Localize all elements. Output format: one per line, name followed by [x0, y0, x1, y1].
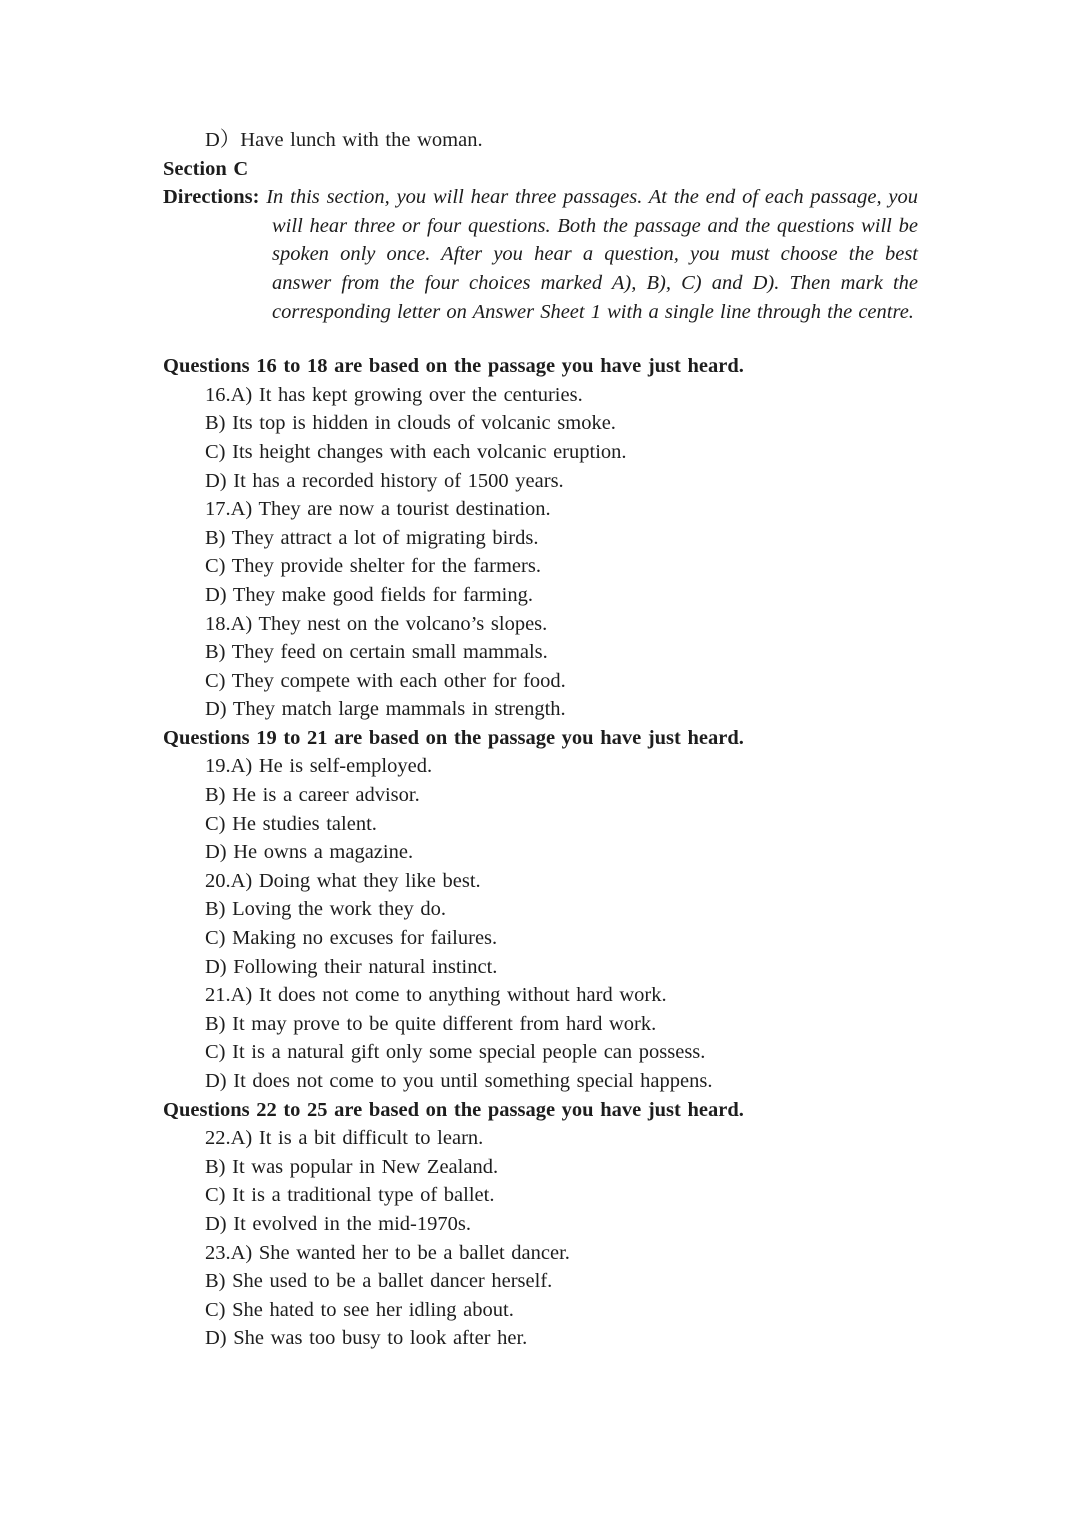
- option-line: 16.A) It has kept growing over the centuries.: [205, 383, 583, 406]
- directions-label: Directions:: [163, 186, 260, 209]
- option-line: D) He owns a magazine.: [205, 841, 414, 864]
- question-group: [0, 352, 1080, 724]
- option-line: C) He studies talent.: [205, 812, 377, 835]
- option-line: D) She was too busy to look after her.: [205, 1327, 528, 1350]
- option-line: C) They provide shelter for the farmers.: [205, 555, 541, 578]
- section-heading: Section C: [163, 157, 249, 180]
- option-line: 17.A) They are now a tourist destination.: [205, 498, 551, 521]
- question-group-heading: Questions 22 to 25 are based on the passage you have just heard.: [163, 1098, 744, 1121]
- option-line: D) Following their natural instinct.: [205, 955, 498, 978]
- option-line: C) It is a natural gift only some special people can possess.: [205, 1041, 706, 1064]
- question-group: [0, 724, 1080, 1096]
- question-groups: [0, 352, 1080, 1353]
- option-line: C) It is a traditional type of ballet.: [205, 1184, 495, 1207]
- carryover-option-line: D）Have lunch with the woman.: [205, 129, 483, 151]
- question-group-heading: Questions 19 to 21 are based on the passage you have just heard.: [163, 726, 744, 749]
- question-group: [0, 1096, 1080, 1353]
- option-line: B) It may prove to be quite different from hard work.: [205, 1012, 657, 1035]
- option-line: 19.A) He is self-employed.: [205, 755, 433, 778]
- option-line: D) It evolved in the mid-1970s.: [205, 1212, 471, 1235]
- option-line: B) Its top is hidden in clouds of volcanic smoke.: [205, 412, 616, 435]
- option-line: B) He is a career advisor.: [205, 784, 420, 807]
- option-line: D) It does not come to you until something special happens.: [205, 1070, 713, 1092]
- option-line: D) They make good fields for farming.: [205, 583, 533, 606]
- option-line: B) They attract a lot of migrating birds.: [205, 526, 539, 549]
- option-line: C) She hated to see her idling about.: [205, 1298, 514, 1321]
- option-line: 20.A) Doing what they like best.: [205, 869, 481, 892]
- option-line: D) It has a recorded history of 1500 years.: [205, 469, 564, 492]
- option-line: D) They match large mammals in strength.: [205, 698, 566, 721]
- directions-text: In this section, you will hear three passages. At the end of each passage, you will hear three or four questions. Both the passage and the questions will be spoken only once. After you hear a question, you must choose the best answer from the four choices marked A), B), C) and D). Then mark the corresponding letter on Answer Sheet 1 with a single line through the centre.: [266, 186, 918, 323]
- page-content: [0, 126, 1080, 1353]
- option-line: B) It was popular in New Zealand.: [205, 1155, 499, 1178]
- option-line: C) They compete with each other for food.: [205, 669, 566, 692]
- option-line: B) They feed on certain small mammals.: [205, 641, 548, 664]
- option-line: C) Making no excuses for failures.: [205, 927, 498, 950]
- question-group-heading: Questions 16 to 18 are based on the passage you have just heard.: [163, 355, 744, 378]
- option-line: 18.A) They nest on the volcano’s slopes.: [205, 612, 548, 635]
- option-line: 23.A) She wanted her to be a ballet dancer.: [205, 1241, 570, 1264]
- option-line: 21.A) It does not come to anything without hard work.: [205, 984, 667, 1007]
- directions-block: [163, 183, 918, 326]
- option-line: B) Loving the work they do.: [205, 898, 446, 921]
- option-line: B) She used to be a ballet dancer herself.: [205, 1270, 553, 1293]
- option-line: C) Its height changes with each volcanic eruption.: [205, 440, 627, 463]
- option-line: 22.A) It is a bit difficult to learn.: [205, 1127, 484, 1150]
